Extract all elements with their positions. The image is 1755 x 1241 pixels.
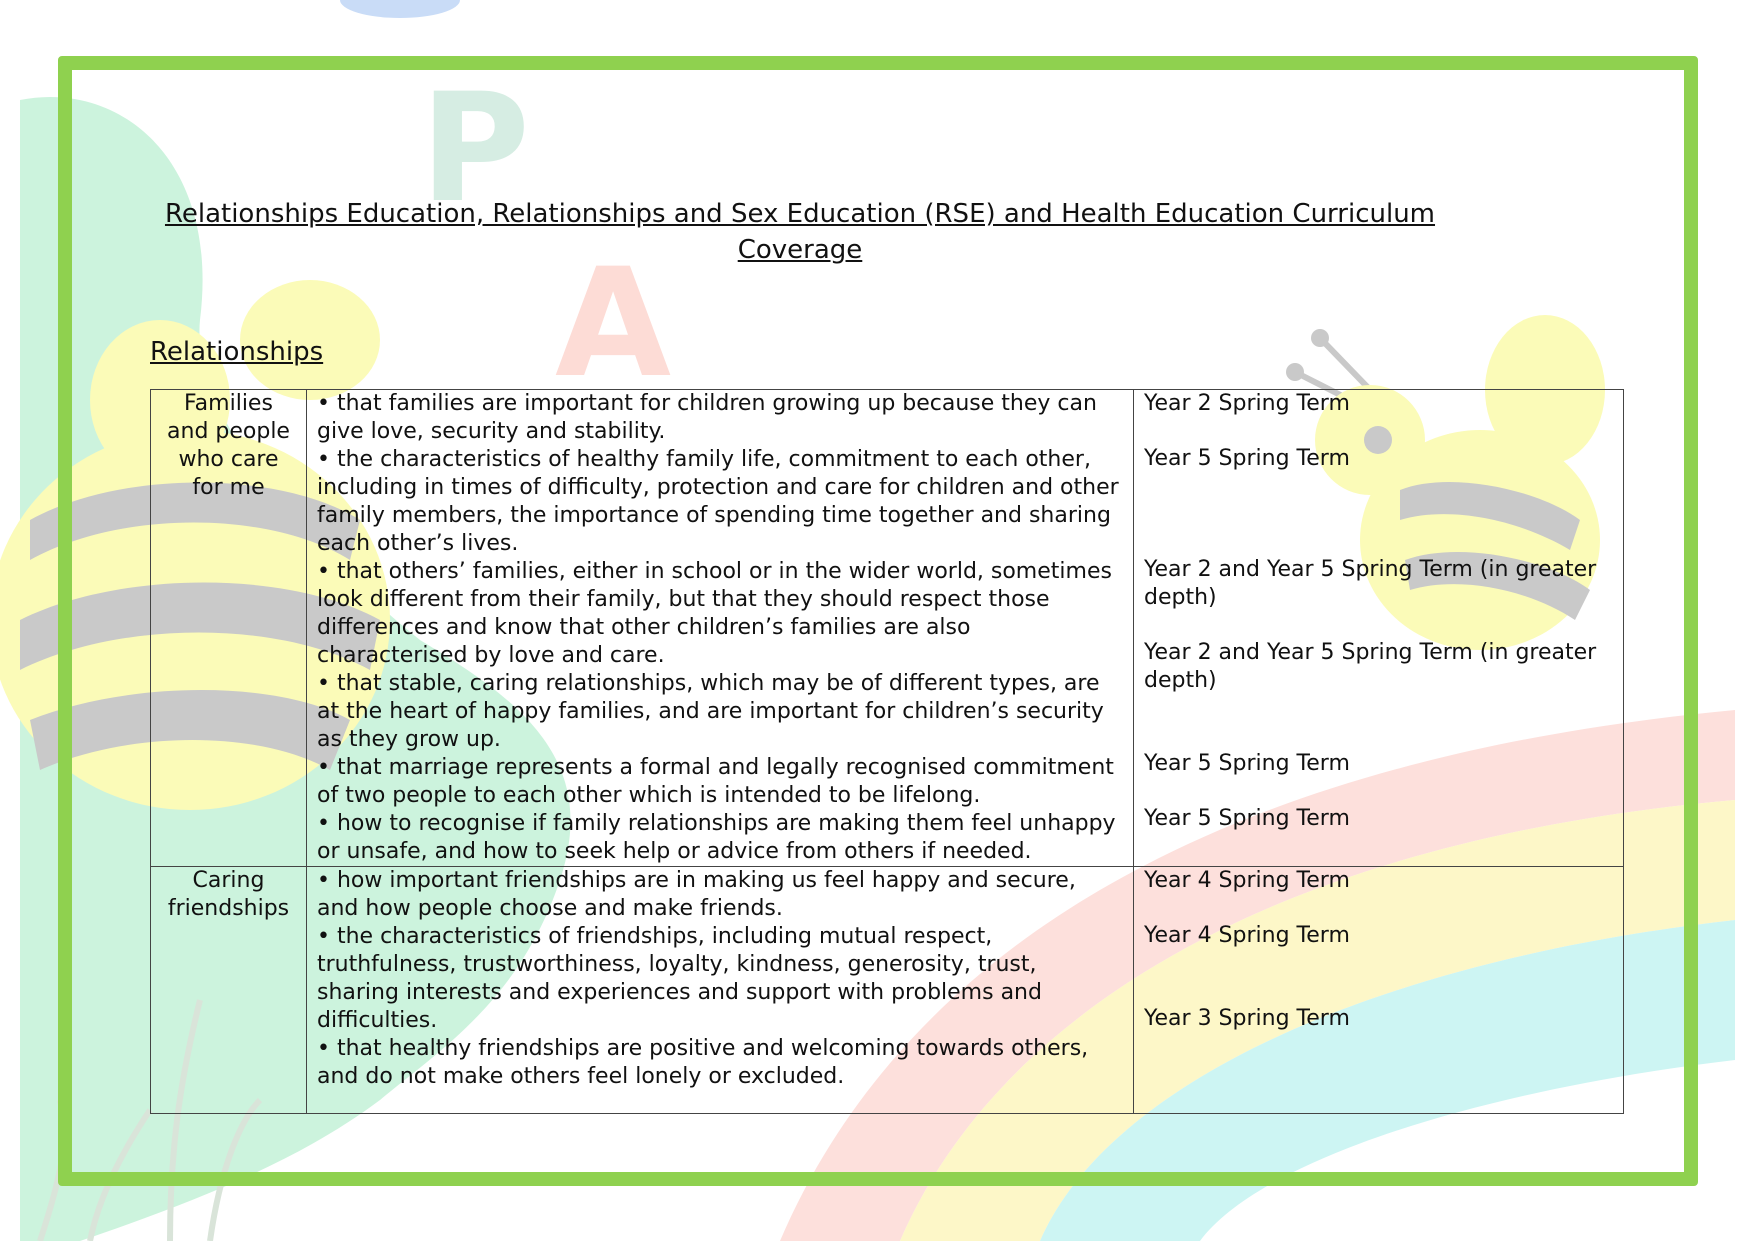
list-item: • how to recognise if family relationships are making them feel unhappy or unsafe, and how to seek help or advice from others if needed. xyxy=(317,811,1116,864)
points-cell xyxy=(307,390,1134,867)
term-value: Year 3 Spring Term xyxy=(1144,1006,1350,1031)
list-item: • that others’ families, either in school or in the wider world, sometimes look different from their family, but that they should respect those differences and know that other children’s families are also characterised by love and care. xyxy=(317,559,1112,668)
page-title: Relationships Education, Relationships and Sex Education (RSE) and Health Education Curriculum Coverage xyxy=(164,199,1436,265)
list-item: • that marriage represents a formal and legally recognised commitment of two people to each other which is intended to be lifelong. xyxy=(317,755,1114,808)
list-item: • that healthy friendships are positive and welcoming towards others, and do not make others feel lonely or excluded. xyxy=(317,1036,1089,1089)
topic-cell: Caring friendships xyxy=(151,867,307,1114)
term-value: Year 2 Spring Term xyxy=(1144,391,1350,416)
table-row xyxy=(151,390,1624,867)
list-item: • how important friendships are in making us feel happy and secure, and how people choose and make friends. xyxy=(317,868,1076,921)
table-row xyxy=(151,867,1624,1114)
section-heading: Relationships xyxy=(150,337,324,367)
term-value: Year 5 Spring Term xyxy=(1144,751,1350,776)
term-value: Year 4 Spring Term xyxy=(1144,923,1350,948)
list-item: • the characteristics of healthy family life, commitment to each other, including in times of difficulty, protection and care for children and other family members, the importance of spending time together and sharing each other’s lives. xyxy=(317,447,1119,556)
term-value: Year 5 Spring Term xyxy=(1144,446,1350,471)
points-cell xyxy=(307,867,1134,1114)
list-item: • that stable, caring relationships, which may be of different types, are at the heart of happy families, and are important for children’s security as they grow up. xyxy=(317,671,1104,752)
topic-cell: Families and people who care for me xyxy=(151,390,307,867)
letter-p: P xyxy=(420,62,530,236)
term-value: Year 2 and Year 5 Spring Term (in greater depth) xyxy=(1144,557,1597,610)
list-item: • that families are important for children growing up because they can give love, security and stability. xyxy=(317,391,1097,444)
terms-cell xyxy=(1134,390,1624,867)
term-value: Year 5 Spring Term xyxy=(1144,806,1350,831)
term-value: Year 2 and Year 5 Spring Term (in greater depth) xyxy=(1144,640,1597,693)
letter-a: A xyxy=(555,237,672,411)
list-item: • the characteristics of friendships, including mutual respect, truthfulness, trustworthiness, loyalty, kindness, generosity, trust, sharing interests and experiences and support with problems and difficulties. xyxy=(317,924,1042,1033)
term-value: Year 4 Spring Term xyxy=(1144,868,1350,893)
terms-cell xyxy=(1134,867,1624,1114)
coverage-table xyxy=(150,389,1624,1114)
